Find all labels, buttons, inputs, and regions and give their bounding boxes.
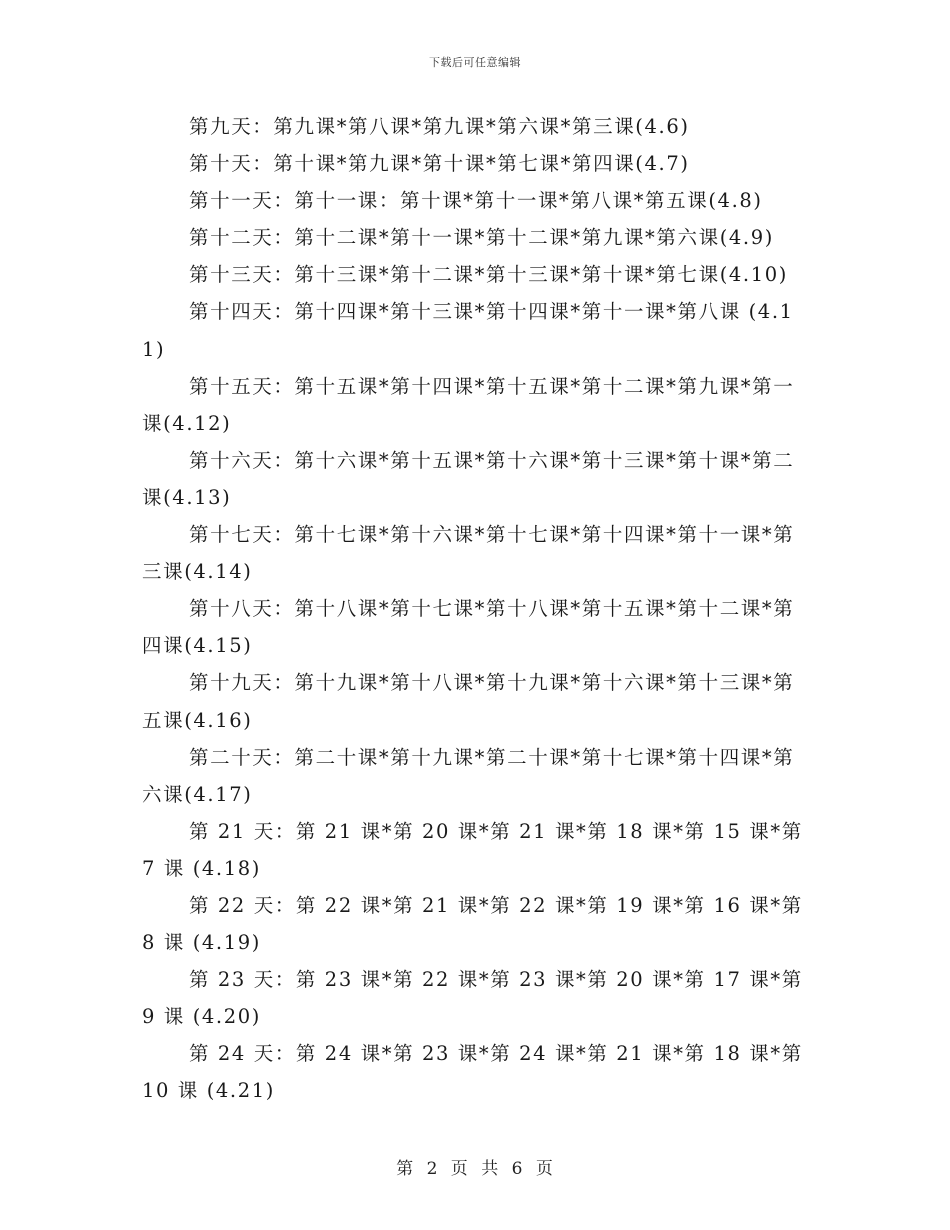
schedule-day-21: 第 21 天：第 21 课*第 20 课*第 21 课*第 18 课*第 15 课*第 7 课 (4.18) (142, 819, 803, 880)
schedule-day-22: 第 22 天：第 22 课*第 21 课*第 22 课*第 19 课*第 16 课*第 8 课 (4.19) (142, 893, 803, 955)
schedule-day-20: 第二十天：第二十课*第十九课*第二十课*第十七课*第十四课*第六课(4.17) (142, 745, 795, 806)
schedule-day-10: 第十天：第十课*第九课*第十课*第七课*第四课(4.7) (189, 152, 690, 176)
schedule-day-19: 第十九天：第十九课*第十八课*第十九课*第十六课*第十三课*第五课(4.16) (142, 671, 795, 732)
schedule-day-18: 第十八天：第十八课*第十七课*第十八课*第十五课*第十二课*第四课(4.15) (142, 597, 795, 658)
schedule-day-12: 第十二天：第十二课*第十一课*第十二课*第九课*第六课(4.9) (189, 226, 774, 250)
schedule-day-23: 第 23 天：第 23 课*第 22 课*第 23 课*第 20 课*第 17 课*第 9 课 (4.20) (142, 968, 803, 1029)
schedule-day-13: 第十三天：第十三课*第十二课*第十三课*第十课*第七课(4.10) (189, 263, 788, 287)
schedule-day-15: 第十五天：第十五课*第十四课*第十五课*第十二课*第九课*第一课(4.12) (142, 374, 795, 435)
page-header: 下载后可任意编辑 (429, 56, 521, 69)
schedule-day-11: 第十一天：第十一课：第十课*第十一课*第八课*第五课(4.8) (189, 189, 763, 213)
schedule-day-16: 第十六天：第十六课*第十五课*第十六课*第十三课*第十课*第二课(4.13) (142, 448, 795, 509)
document-body (142, 108, 810, 1110)
schedule-day-9: 第九天：第九课*第八课*第九课*第六课*第三课(4.6) (189, 115, 690, 138)
page-number-footer: 第 2 页 共 6 页 (396, 1159, 554, 1179)
schedule-day-17: 第十七天：第十七课*第十六课*第十七课*第十四课*第十一课*第三课(4.14) (142, 523, 795, 584)
schedule-day-24: 第 24 天：第 24 课*第 23 课*第 24 课*第 21 课*第 18 课*第 10 课 (4.21) (142, 1042, 803, 1103)
schedule-day-14: 第十四天：第十四课*第十三课*第十四课*第十一课*第八课 (4.11) (142, 300, 794, 361)
